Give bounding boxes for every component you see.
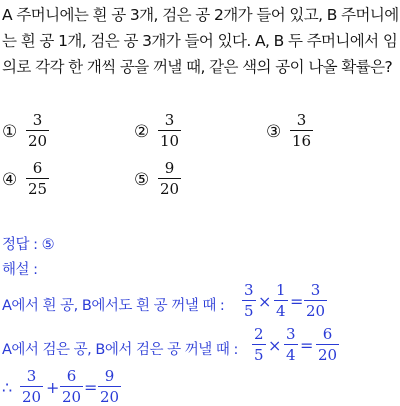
denominator: 20 bbox=[160, 180, 180, 198]
explanation-line-3 bbox=[2, 368, 398, 406]
fraction bbox=[284, 326, 298, 363]
times-operator: × bbox=[258, 292, 272, 311]
denominator: 20 bbox=[318, 346, 338, 364]
numerator: 3 bbox=[32, 111, 43, 129]
denominator: 20 bbox=[22, 388, 42, 406]
fraction-bar bbox=[284, 344, 298, 345]
choice-3-fraction bbox=[290, 112, 313, 149]
denominator: 16 bbox=[292, 132, 312, 150]
fraction bbox=[304, 282, 327, 319]
fraction bbox=[242, 282, 256, 319]
fraction bbox=[20, 368, 43, 405]
equals-operator: = bbox=[290, 292, 304, 311]
fraction bbox=[274, 282, 288, 319]
choice-4-fraction bbox=[26, 160, 49, 197]
choice-1-fraction bbox=[26, 112, 49, 149]
numerator: 1 bbox=[276, 281, 286, 299]
numerator: 2 bbox=[254, 325, 264, 343]
numerator: 3 bbox=[244, 281, 254, 299]
numerator: 6 bbox=[66, 367, 77, 385]
explanation-line-2 bbox=[2, 326, 398, 366]
fraction-bar bbox=[242, 300, 256, 301]
answer-label: 정답 : ⑤ bbox=[2, 237, 55, 253]
fraction bbox=[316, 326, 339, 363]
explanation-line-2-text: A에서 검은 공, B에서 검은 공 꺼낼 때 : bbox=[2, 342, 238, 358]
numerator: 3 bbox=[26, 367, 37, 385]
choice-1-marker: ① bbox=[2, 122, 18, 142]
question-line-3: 의로 각각 한 개씩 공을 꺼낼 때, 같은 색의 공이 나올 확률은? bbox=[2, 58, 393, 76]
denominator: 20 bbox=[28, 132, 48, 150]
explanation-line-1 bbox=[2, 282, 398, 322]
fraction-bar bbox=[98, 386, 121, 387]
numerator: 6 bbox=[322, 325, 333, 343]
fraction bbox=[252, 326, 266, 363]
explanation-label: 해설 : bbox=[2, 262, 38, 278]
fraction-bar bbox=[158, 130, 181, 131]
fraction-bar bbox=[316, 344, 339, 345]
fraction-bar bbox=[20, 386, 43, 387]
fraction-bar bbox=[26, 130, 49, 131]
fraction-bar bbox=[290, 130, 313, 131]
denominator: 10 bbox=[160, 132, 180, 150]
fraction-bar bbox=[60, 386, 83, 387]
numerator: 3 bbox=[286, 325, 296, 343]
fraction-bar bbox=[26, 178, 49, 179]
denominator: 4 bbox=[276, 302, 286, 320]
numerator: 3 bbox=[164, 111, 175, 129]
choice-2-fraction bbox=[158, 112, 181, 149]
fraction-bar bbox=[252, 344, 266, 345]
choice-4-marker: ④ bbox=[2, 170, 18, 190]
denominator: 20 bbox=[62, 388, 82, 406]
fraction-bar bbox=[158, 178, 181, 179]
therefore-symbol: ∴ bbox=[2, 378, 13, 397]
fraction bbox=[98, 368, 121, 405]
denominator: 5 bbox=[254, 346, 264, 364]
fraction-bar bbox=[304, 300, 327, 301]
numerator: 9 bbox=[104, 367, 115, 385]
denominator: 20 bbox=[306, 302, 326, 320]
numerator: 3 bbox=[296, 111, 307, 129]
equals-operator: = bbox=[84, 378, 98, 397]
explanation-line-1-text: A에서 흰 공, B에서도 흰 공 꺼낼 때 : bbox=[2, 298, 225, 314]
times-operator: × bbox=[268, 336, 282, 355]
numerator: 6 bbox=[32, 159, 43, 177]
denominator: 4 bbox=[286, 346, 296, 364]
denominator: 5 bbox=[244, 302, 254, 320]
numerator: 3 bbox=[310, 281, 321, 299]
plus-operator: + bbox=[46, 378, 60, 397]
equals-operator: = bbox=[300, 336, 314, 355]
question-line-2: 는 흰 공 1개, 검은 공 3개가 들어 있다. A, B 두 주머니에서 임 bbox=[2, 32, 398, 50]
choice-5-marker: ⑤ bbox=[134, 170, 150, 190]
choice-2-marker: ② bbox=[134, 122, 150, 142]
choice-5-fraction bbox=[158, 160, 181, 197]
fraction-bar bbox=[274, 300, 288, 301]
question-line-1: A 주머니에는 흰 공 3개, 검은 공 2개가 들어 있고, B 주머니에 bbox=[2, 6, 399, 24]
denominator: 25 bbox=[28, 180, 48, 198]
denominator: 20 bbox=[100, 388, 120, 406]
numerator: 9 bbox=[164, 159, 175, 177]
fraction bbox=[60, 368, 83, 405]
choice-3-marker: ③ bbox=[266, 122, 282, 142]
